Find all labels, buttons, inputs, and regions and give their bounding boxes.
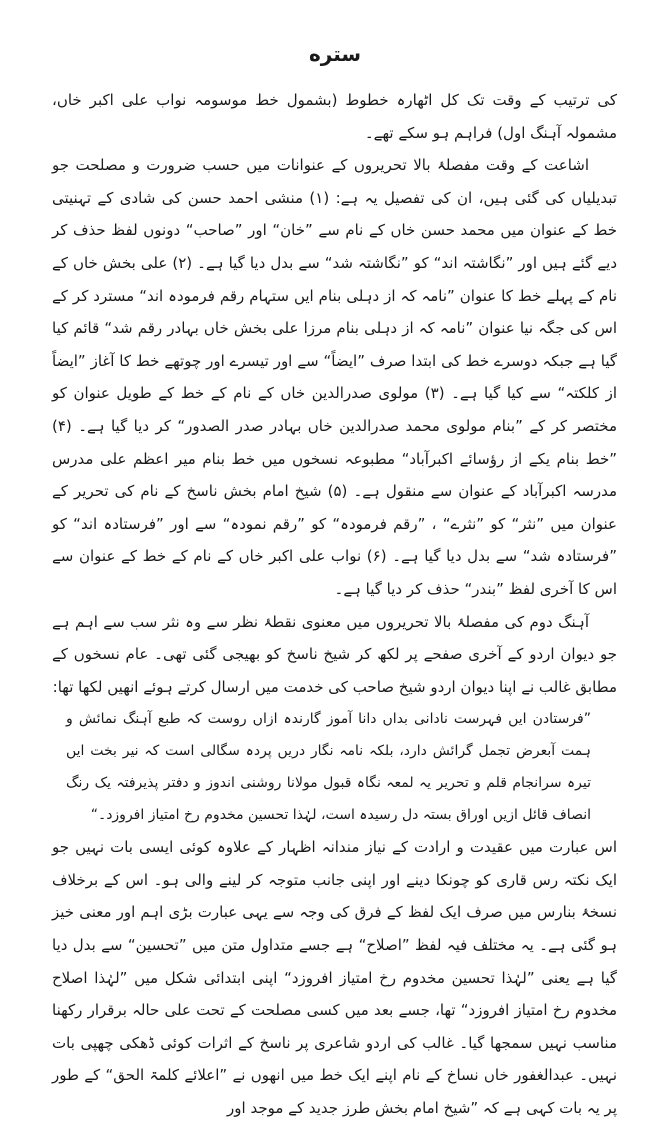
paragraph-3: آہنگ دوم کی مفصلۂ بالا تحریروں میں معنوی نقطۂ نظر سے وہ نثر سب سے اہم ہے جو دیوان اردو کے آخری صفحے پر لکھ کر شیخ ناسخ کو بھیجی گئی تھی۔ عام نسخوں کے مطابق غالب نے اپنا دیوان اردو شیخ صاحب کی خدمت میں ارسال کرتے ہوئے انھیں لکھا تھا:: [52, 612, 617, 696]
page-number: ستره: [308, 42, 362, 66]
paragraph-4: اس عبارت میں عقیدت و ارادت کے نیاز مندانہ اظہار کے علاوہ کوئی ایسی بات نہیں جو ایک نکتہ رس قاری کو چونکا دینے اور اپنی جانب متوجہ کر لینے والی ہو۔ اس کے برخلاف نسخۂ بنارس میں صرف ایک لفظ کے فرق کی وجہ سے یہی عبارت بڑی اہم اور معنی خیز ہو گئی ہے۔ یہ مختلف فیہ لفظ ”اصلاح“ ہے جسے متداول متن میں ”تحسین“ سے بدل دیا گیا ہے یعنی ”لہٰذا تحسین مخدوم رخ امتیاز افروزد“ اپنی ابتدائی شکل میں ”لہٰذا اصلاح مخدوم رخ امتیاز افروزد“ تھا، جسے بعد میں کسی مصلحت کے تحت علی حالہ برقرار رکھنا مناسب نہیں سمجھا گیا۔ غالب کی اردو شاعری پر ناسخ کے اثرات کوئی ڈھکی چھپی بات نہیں۔ عبدالغفور خاں نساخ کے نام اپنے ایک خط میں انھوں نے ”اعلائے کلمۃ الحق“ کے طور پر یہ بات کہی ہے کہ ”شیخ امام بخش طرز جدید کے موجد اور: [52, 838, 617, 1118]
paragraph-2: اشاعت کے وقت مفصلۂ بالا تحریروں کے عنوانات میں حسب ضرورت و مصلحت جو تبدیلیاں کی گئی ہیں، ان کی تفصیل یہ ہے: (۱) منشی احمد حسن کی شادی کے تہنیتی خط کے عنوان میں محمد حسن خاں کے نام سے ”خان“ اور ”صاحب“ دونوں لفظ حذف کر دیے گئے ہیں اور ”نگاشتہ اند“ کو ”نگاشتہ شد“ سے بدل دیا گیا ہے۔ (۲) علی بخش خاں کے نام کے پہلے خط کا عنوان ”نامہ کہ از دہلی بنام ایں ستہام رقم فرمودہ اند“ مسترد کر کے اس کی جگہ نیا عنوان ”نامہ کہ از دہلی بنام مرزا علی بخش خاں بہادر رقم شد“ قائم کیا گیا ہے جبکہ دوسرے خط کی ابتدا صرف ”ایضاً“ سے اور تیسرے اور چوتھے خط کا آغاز ”ایضاً از کلکتہ“ سے کیا گیا ہے۔ (۳) مولوی صدرالدین خاں کے نام کے خط کے طویل عنوان کو مختصر کر کے ”بنام مولوی محمد صدرالدین خاں بہادر صدر الصدور“ کر دیا گیا ہے۔ (۴) ”خط بنام یکے از رؤسائے اکبرآباد“ مطبوعہ نسخوں میں خط بنام میر اعظم علی مدرس مدرسہ اکبرآباد کے عنوان سے منقول ہے۔ (۵) شیخ امام بخش ناسخ کے نام کی تحریر کے عنوان میں ”نثر“ کو ”نثرے“ ، ”رقم فرمودہ“ کو ”رقم نمودہ“ سے اور ”فرستادہ اند“ کو ”فرستادہ شد“ سے بدل دیا گیا ہے۔ (۶) نواب علی اکبر خاں کے نام کے خط کے عنوان سے اس کا آخری لفظ ”بندر“ حذف کر دیا گیا ہے۔: [52, 156, 617, 598]
block-quote: ”فرستادن ایں فہرست نادانی بداں دانا آموز گارندہ ازاں روست کہ طبع آہنگ نمائش و ہمت آبعرض تجمل گرائش دارد، بلکہ نامہ نگار دریں پردہ سگالی است کہ نیر بخت ایں تیرہ سرانجام قلم و تحریر یہ لمعہ نگاہ قبول مولانا روشنی اندوز و دفتر پذیرفتہ یک رنگ انصاف قائل ازیں اوراق بستہ دل رسیدہ است، لہٰذا تحسین مخدوم رخ امتیاز افروزد۔“: [66, 711, 591, 824]
body-text: [52, 84, 617, 1125]
paragraph-1: کی ترتیب کے وقت تک کل اٹھارہ خطوط (بشمول خط موسومہ نواب علی اکبر خاں، مشمولہ آہنگ اول) فراہم ہو سکے تھے۔: [52, 91, 617, 142]
